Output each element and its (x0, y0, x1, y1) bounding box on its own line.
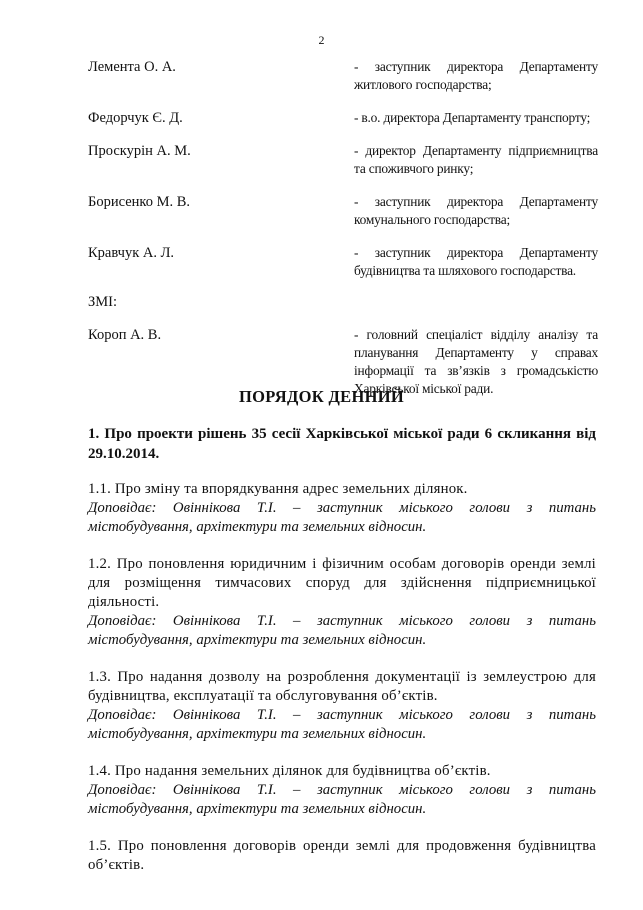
agenda-item-text: 1.1. Про зміну та впорядкування адрес земельних ділянок. (88, 481, 468, 497)
attendee-role: - в.о. директора Департаменту транспорту; (354, 110, 591, 125)
page-number: 2 (318, 33, 325, 47)
agenda-item-text: 1.3. Про надання дозволу на розроблення документації із землеустрою для будівництва, експлуатації та обслуговування об’єктів. (88, 669, 596, 704)
attendee-row (88, 142, 598, 178)
attendee-name: Лемента О. А. (88, 59, 176, 75)
attendees-list (88, 58, 598, 413)
agenda-body (88, 424, 596, 893)
agenda-item-text: 1.2. Про поновлення юридичним і фізичним особам договорів оренди землі для розміщення тимчасових споруд для здійснення підприємницької діяльності. (88, 556, 596, 610)
attendee-role: - заступник директора Департаменту комунального господарства; (354, 194, 598, 227)
agenda-item (88, 480, 596, 537)
attendee-role: - директор Департаменту підприємництва та споживчого ринку; (354, 143, 598, 176)
attendee-role: - заступник директора Департаменту житлового господарства; (354, 59, 598, 92)
media-section-label: ЗМІ: (88, 294, 118, 310)
attendee-role: - заступник директора Департаменту будівництва та шляхового господарства. (354, 245, 598, 278)
agenda-item-speaker: Доповідає: Овіннікова Т.І. – заступник міського голови з питань містобудування, архітектури та земельних відносин. (88, 500, 596, 535)
agenda-title: ПОРЯДОК ДЕННИЙ (238, 387, 404, 406)
agenda-item (88, 555, 596, 650)
agenda-item-speaker: Доповідає: Овіннікова Т.І. – заступник міського голови з питань містобудування, архітектури та земельних відносин. (88, 782, 596, 817)
attendee-row (88, 109, 598, 127)
attendee-row (88, 193, 598, 229)
agenda-item (88, 837, 596, 875)
attendee-row (88, 58, 598, 94)
media-name: Короп А. В. (88, 327, 162, 343)
attendee-name: Борисенко М. В. (88, 194, 191, 210)
attendee-row (88, 244, 598, 280)
attendee-name: Кравчук А. Л. (88, 245, 175, 261)
agenda-item (88, 668, 596, 744)
agenda-section-heading: 1. Про проекти рішень 35 сесії Харківської міської ради 6 скликання від 29.10.2014. (88, 426, 596, 462)
agenda-item-text: 1.5. Про поновлення договорів оренди землі для продовження будівництва об’єктів. (88, 838, 596, 873)
agenda-item-text: 1.4. Про надання земельних ділянок для будівництва об’єктів. (88, 763, 491, 779)
agenda-item-speaker: Доповідає: Овіннікова Т.І. – заступник міського голови з питань містобудування, архітектури та земельних відносин. (88, 613, 596, 648)
agenda-item (88, 762, 596, 819)
agenda-item-speaker: Доповідає: Овіннікова Т.І. – заступник міського голови з питань містобудування, архітектури та земельних відносин. (88, 707, 596, 742)
attendee-name: Федорчук Є. Д. (88, 110, 183, 126)
attendee-name: Проскурін А. М. (88, 143, 191, 159)
media-role: - головний спеціаліст відділу аналізу та планування Департаменту у справах інформації та зв’язків з громадськістю Харківської міської ради. (354, 327, 598, 396)
